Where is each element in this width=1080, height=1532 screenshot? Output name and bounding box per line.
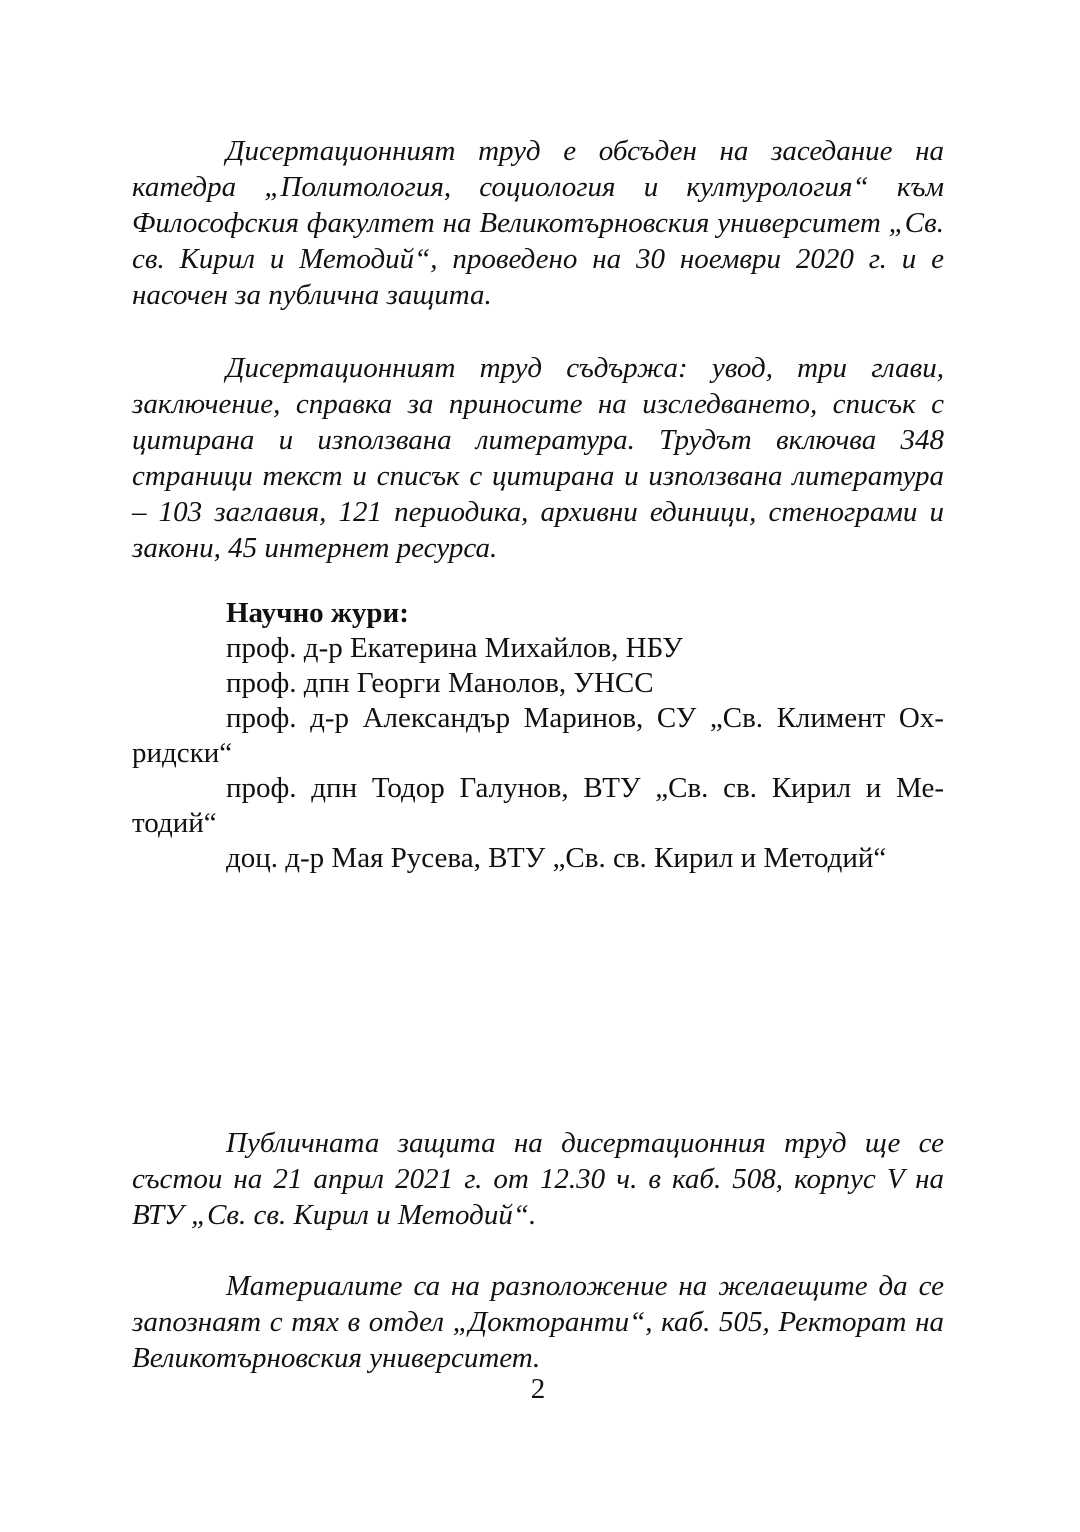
jury-member: проф. дпн Георги Манолов, УНСС bbox=[226, 667, 654, 699]
page-number: 2 bbox=[530, 1373, 546, 1405]
scientific-jury bbox=[132, 596, 944, 876]
paragraph-defense: Публичната защита на дисертационния труд ще се състои на 21 април 2021 г. от 12.30 ч. в каб. 508, корпус V на ВТУ „Св. св. Кирил и Методий“. bbox=[132, 1127, 944, 1231]
paragraph-contents: Дисертационният труд съдържа: увод, три глави, заключение, справка за приносите на изследването, списък с цитирана и използвана литература. Трудът включва 348 страници текст и списък с цитирана и използвана литература – 103 заглавия, 121 периодика, архивни единици, стенограми и закони, 45 интернет ресурса. bbox=[132, 352, 944, 564]
jury-title: Научно жури: bbox=[226, 597, 409, 629]
paragraph-materials: Материалите са на разположение на желаещите да се запознаят с тях в отдел „Докторанти“, каб. 505, Ректорат на Великотърновския университет. bbox=[132, 1270, 944, 1374]
jury-member: проф. д-р Александър Маринов, СУ „Св. Климент Охридски“ bbox=[132, 702, 944, 769]
jury-member: проф. дпн Тодор Галунов, ВТУ „Св. св. Кирил и Методий“ bbox=[132, 772, 944, 839]
jury-member: доц. д-р Мая Русева, ВТУ „Св. св. Кирил и Методий“ bbox=[226, 842, 887, 874]
document-page bbox=[132, 0, 944, 1532]
paragraph-discussion: Дисертационният труд е обсъден на заседание на катедра „Политология, социология и културология“ към Философския факултет на Великотърновския университет „Св. св. Кирил и Методий“, проведено на 30 ноември 2020 г. и е насочен за публична защита. bbox=[132, 135, 944, 311]
jury-member: проф. д-р Екатерина Михайлов, НБУ bbox=[226, 632, 683, 664]
